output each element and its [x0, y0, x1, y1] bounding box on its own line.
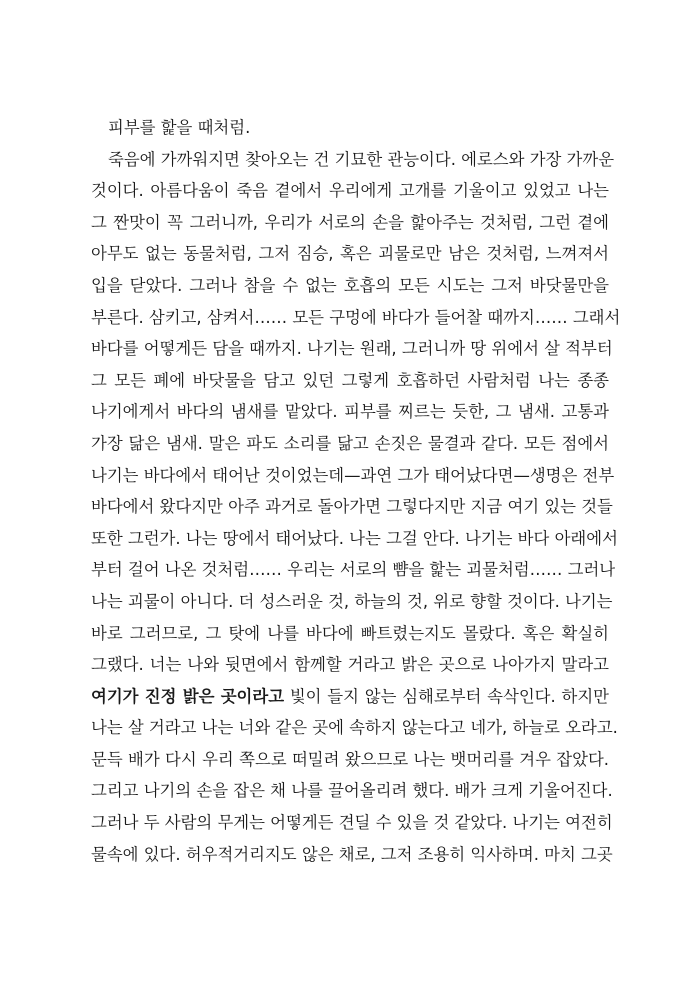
document-page: [91, 112, 621, 870]
text-run: 빛이 들지 않는 심해로부터 속삭인다. 하지만: [284, 686, 609, 706]
text-line: 문득 배가 다시 우리 쪽으로 떠밀려 왔으므로 나는 뱃머리를 겨우 잡았다.: [91, 749, 609, 769]
text-line: 그랬다. 너는 나와 뒷면에서 함께할 거라고 밝은 곳으로 나아가지 말라고: [91, 655, 609, 675]
text-line: 나기에게서 바다의 냄새를 맡았다. 피부를 찌르는 듯한, 그 냄새. 고통과: [91, 402, 609, 422]
text-line: 바로 그러므로, 그 탓에 나를 바다에 빠트렸는지도 몰랐다. 혹은 확실히: [91, 623, 609, 643]
text-line: 그러나 두 사람의 무게는 어떻게든 견딜 수 있을 것 같았다. 나기는 여전히: [91, 813, 613, 833]
text-line: 또한 그런가. 나는 땅에서 태어났다. 나는 그걸 안다. 나기는 바다 아래에서: [91, 528, 618, 548]
text-line: 나는 괴물이 아니다. 더 성스러운 것, 하늘의 것, 위로 향할 것이다. 나기는: [91, 591, 613, 611]
text-line: 바다에서 왔다지만 아주 과거로 돌아가면 그렇다지만 지금 여기 있는 것들: [91, 497, 613, 517]
text-line: 물속에 있다. 허우적거리지도 않은 채로, 그저 조용히 익사하며. 마치 그곳: [91, 844, 613, 864]
text-line: 그리고 나기의 손을 잡은 채 나를 끌어올리려 했다. 배가 크게 기울어진다.: [91, 781, 613, 801]
text-line: 그 모든 폐에 바닷물을 담고 있던 그렇게 호흡하던 사람처럼 나는 종종: [91, 370, 609, 390]
text-line: 부른다. 삼키고, 삼켜서…… 모든 구멍에 바다가 들어찰 때까지…… 그래서: [91, 307, 621, 327]
text-line: 나기는 바다에서 태어난 것이었는데—과연 그가 태어났다면—생명은 전부: [91, 465, 615, 485]
text-line: 나는 살 거라고 나는 너와 같은 곳에 속하지 않는다고 네가, 하늘로 오라고.: [91, 718, 618, 738]
text-line-with-emphasis: [91, 681, 609, 713]
text-line: 그 짠맛이 꼭 그러니까, 우리가 서로의 손을 핥아주는 것처럼, 그런 곁에: [91, 212, 609, 232]
text-line: 죽음에 가까워지면 찾아오는 건 기묘한 관능이다. 에로스와 가장 가까운: [108, 149, 615, 169]
text-line: 것이다. 아름다움이 죽음 곁에서 우리에게 고개를 기울이고 있었고 나는: [91, 181, 609, 201]
text-line: 바다를 어떻게든 담을 때까지. 나기는 원래, 그러니까 땅 위에서 살 적부터: [91, 339, 613, 359]
text-line: 입을 닫았다. 그러나 참을 수 없는 호흡의 모든 시도는 그저 바닷물만을: [91, 275, 609, 295]
text-line: 가장 닮은 냄새. 말은 파도 소리를 닮고 손짓은 물결과 같다. 모든 점에서: [91, 433, 609, 453]
text-line: 부터 걸어 나온 것처럼…… 우리는 서로의 뺨을 핥는 괴물처럼…… 그러나: [91, 560, 616, 580]
text-line: 아무도 없는 동물처럼, 그저 짐승, 혹은 괴물로만 남은 것처럼, 느껴져서: [91, 244, 609, 264]
emphasis-text: 여기가 진정 밝은 곳이라고: [91, 686, 285, 706]
text-line: 피부를 핥을 때처럼.: [108, 118, 251, 137]
